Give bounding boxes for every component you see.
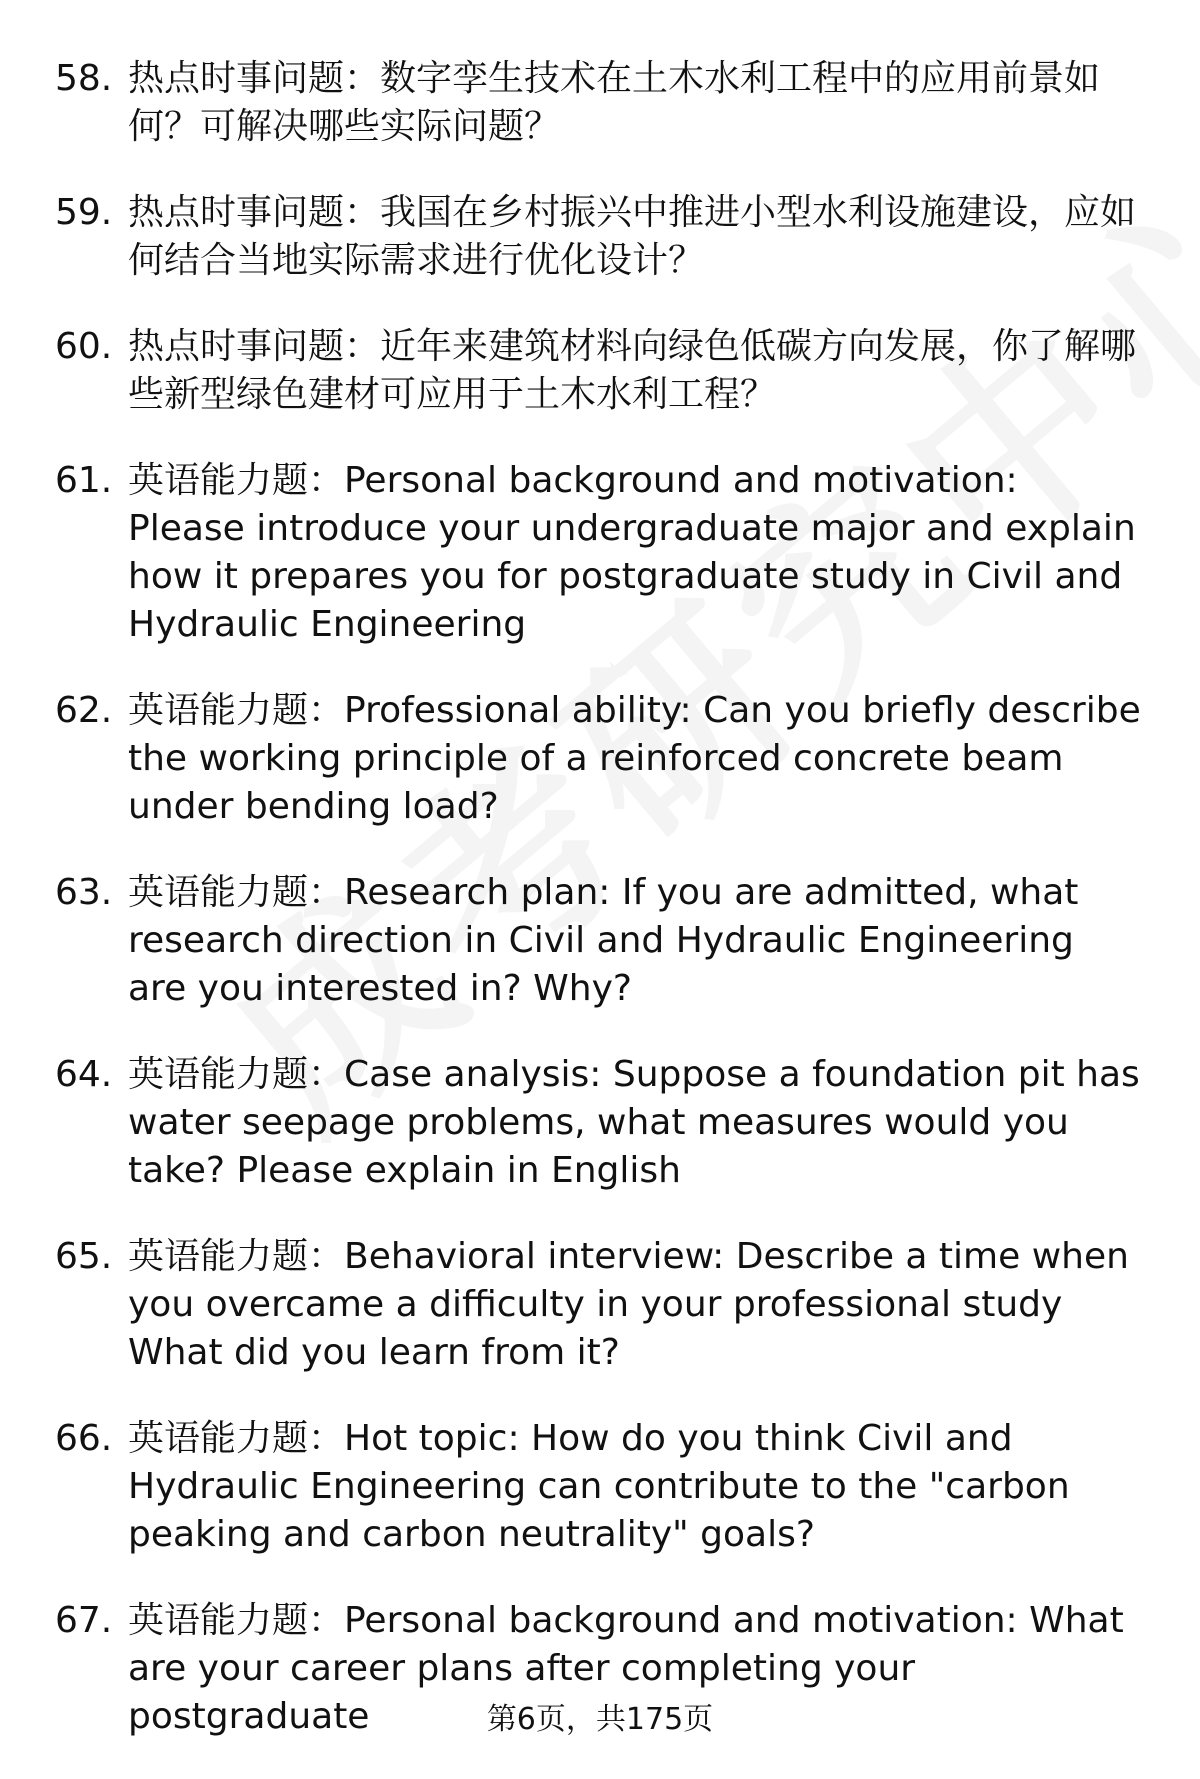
question-text: 热点时事问题：近年来建筑材料向绿色低碳方向发展，你了解哪些新型绿色建材可应用于土木水利工程？ xyxy=(128,326,1137,415)
question-text: 英语能力题：Personal background and motivation: Please introduce your undergraduate major and explain how it prepares you for postgraduate study in Civil and Hydraulic Engineering xyxy=(128,460,1136,645)
question-number: 64. xyxy=(55,1054,113,1095)
question-number: 63. xyxy=(55,872,113,913)
question-number: 59. xyxy=(55,192,113,233)
page-number-footer: 第6页，共175页 xyxy=(486,1702,714,1737)
question-item xyxy=(0,1415,1200,1559)
question-number: 62. xyxy=(55,690,113,731)
question-item xyxy=(0,1233,1200,1377)
question-list xyxy=(0,55,1200,1779)
question-item xyxy=(0,869,1200,1013)
question-text: 英语能力题：Behavioral interview: Describe a time when you overcame a difficulty in your professional study What did you learn from it? xyxy=(128,1236,1129,1373)
question-number: 58. xyxy=(55,58,113,99)
question-number: 66. xyxy=(55,1418,113,1459)
question-text: 英语能力题：Professional ability: Can you briefly describe the working principle of a reinforced concrete beam under bending load? xyxy=(128,690,1141,827)
question-number: 67. xyxy=(55,1600,113,1641)
question-text: 英语能力题：Research plan: If you are admitted, what research direction in Civil and Hydraulic Engineering are you interested in? Why? xyxy=(128,872,1079,1009)
question-text: 英语能力题：Case analysis: Suppose a foundation pit has water seepage problems, what measures would you take? Please explain in English xyxy=(128,1054,1140,1191)
question-number: 61. xyxy=(55,460,113,501)
question-item xyxy=(0,323,1200,419)
question-text: 热点时事问题：我国在乡村振兴中推进小型水利设施建设，应如何结合当地实际需求进行优化设计？ xyxy=(128,192,1137,281)
question-number: 65. xyxy=(55,1236,113,1277)
question-item xyxy=(0,457,1200,649)
question-item xyxy=(0,189,1200,285)
question-number: 60. xyxy=(55,326,113,367)
question-item xyxy=(0,687,1200,831)
question-text: 英语能力题：Hot topic: How do you think Civil and Hydraulic Engineering can contribute to the "carbon peaking and carbon neutrality" goals? xyxy=(128,1418,1070,1555)
question-text: 英语能力题：Personal background and motivation: What are your career plans after completing your postgraduate xyxy=(128,1600,1124,1737)
question-item xyxy=(0,55,1200,151)
question-text: 热点时事问题：数字孪生技术在土木水利工程中的应用前景如何？可解决哪些实际问题？ xyxy=(128,58,1101,147)
question-item xyxy=(0,1051,1200,1195)
